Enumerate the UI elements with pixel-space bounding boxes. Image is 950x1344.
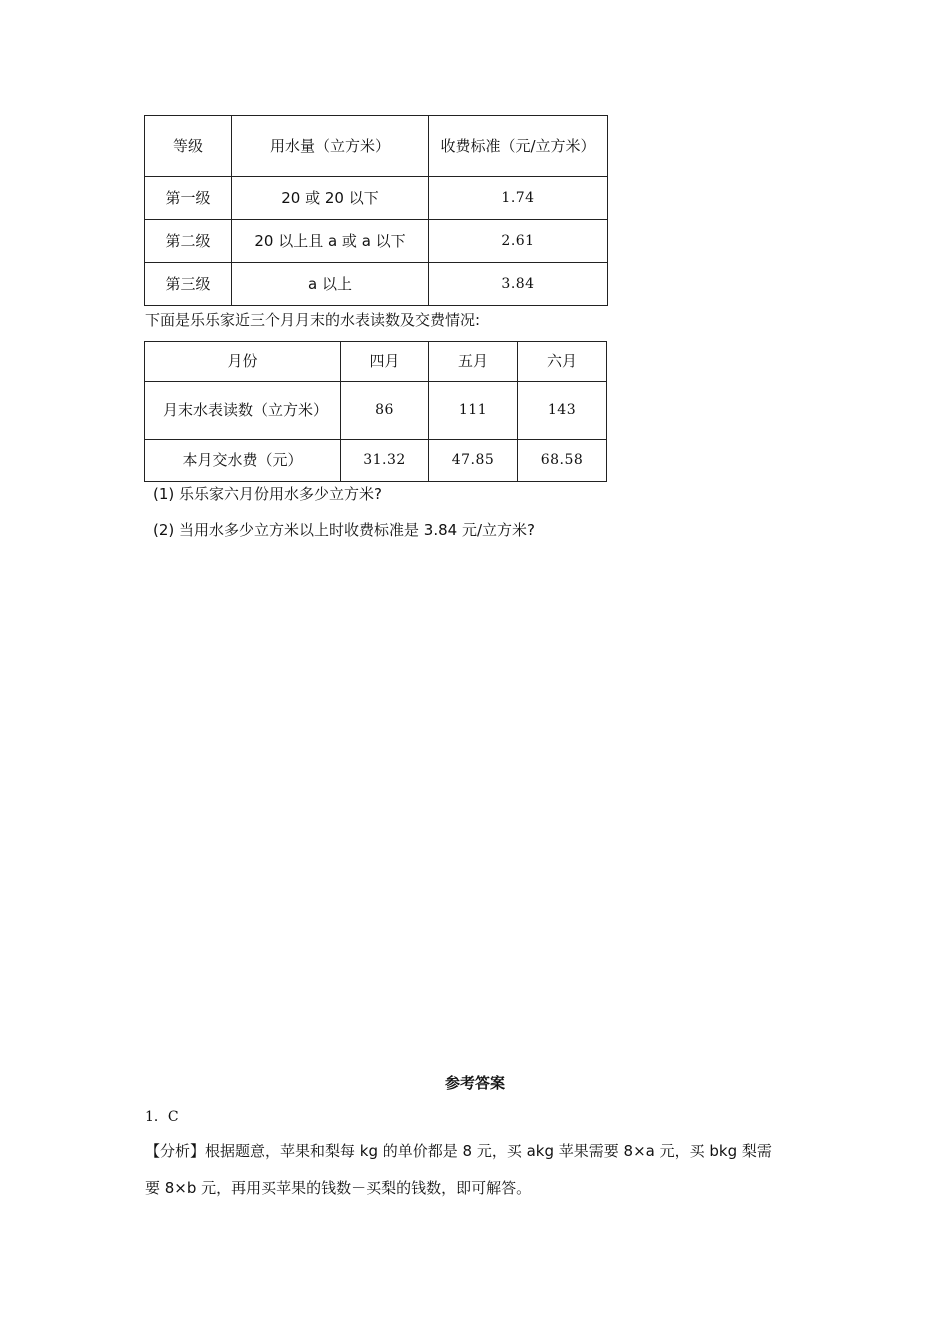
table-row	[145, 177, 608, 220]
table-header-row	[145, 116, 608, 177]
table-cell: 1.74	[429, 177, 608, 220]
table-cell: 2.61	[429, 220, 608, 263]
header-cell: 等级	[145, 116, 232, 177]
table-cell: 47.85	[429, 440, 518, 482]
table-cell: 3.84	[429, 263, 608, 306]
answer-item-number: 1．C	[145, 1109, 179, 1125]
table-cell: 月末水表读数（立方米）	[145, 382, 341, 440]
table-cell: 86	[341, 382, 429, 440]
table-cell: 143	[518, 382, 607, 440]
table-cell: 第三级	[145, 263, 232, 306]
table-cell: 第一级	[145, 177, 232, 220]
table-cell: 20 或 20 以下	[232, 177, 429, 220]
header-cell: 月份	[145, 342, 341, 382]
table-cell: a 以上	[232, 263, 429, 306]
table-cell: 第二级	[145, 220, 232, 263]
question-2: (2) 当用水多少立方米以上时收费标准是 3.84 元/立方米?	[153, 521, 535, 539]
table-header-row	[145, 342, 607, 382]
table-row	[145, 382, 607, 440]
question-1: (1) 乐乐家六月份用水多少立方米?	[153, 485, 382, 503]
table-cell: 本月交水费（元）	[145, 440, 341, 482]
table-row	[145, 220, 608, 263]
table-cell: 31.32	[341, 440, 429, 482]
answer-section-title: 参考答案	[444, 1074, 505, 1092]
header-cell: 六月	[518, 342, 607, 382]
meter-reading-table	[144, 341, 607, 482]
table-row	[145, 440, 607, 482]
intro-text: 下面是乐乐家近三个月月末的水表读数及交费情况:	[145, 311, 481, 329]
header-cell: 收费标准（元/立方米）	[429, 116, 608, 177]
analysis-text-line-1: 【分析】根据题意，苹果和梨每 kg 的单价都是 8 元，买 akg 苹果需要 8×a 元，买 bkg 梨需	[145, 1142, 772, 1160]
table-cell: 68.58	[518, 440, 607, 482]
table-cell: 20 以上且 a 或 a 以下	[232, 220, 429, 263]
water-rate-table	[144, 115, 608, 306]
header-cell: 四月	[341, 342, 429, 382]
table-row	[145, 263, 608, 306]
table-cell: 111	[429, 382, 518, 440]
analysis-text-line-2: 要 8×b 元，再用买苹果的钱数－买梨的钱数，即可解答。	[145, 1179, 532, 1197]
header-cell: 五月	[429, 342, 518, 382]
header-cell: 用水量（立方米）	[232, 116, 429, 177]
